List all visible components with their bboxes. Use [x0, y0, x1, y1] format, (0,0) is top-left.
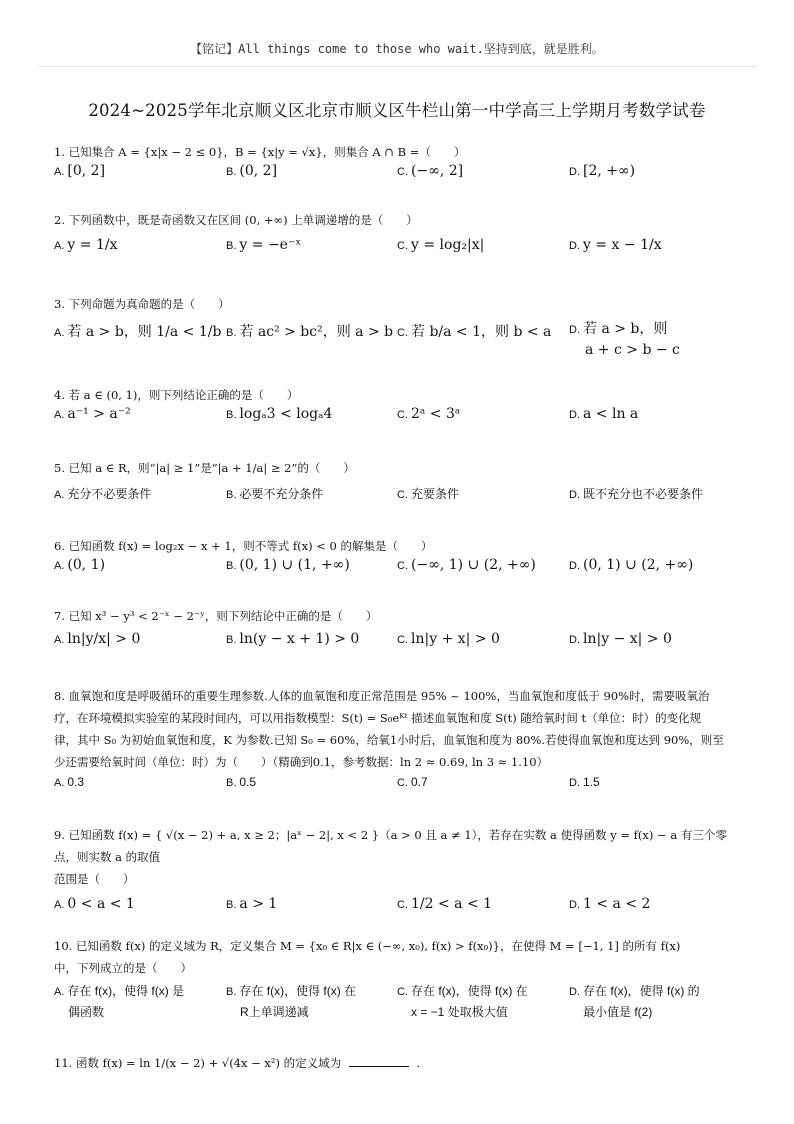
- option-a[interactable]: A. y = 1/x: [54, 237, 118, 253]
- option-d[interactable]: D. a < ln a: [569, 406, 639, 422]
- option-a[interactable]: A. [0, 2]: [54, 163, 106, 179]
- option-a[interactable]: A. (0, 1): [54, 557, 106, 573]
- option-c[interactable]: C. y = log₂|x|: [397, 237, 485, 253]
- option-c[interactable]: C. 1/2 < a < 1: [397, 896, 493, 912]
- option-b[interactable]: B. (0, 2]: [226, 163, 278, 179]
- question-1: [54, 141, 744, 193]
- option-b[interactable]: B. a > 1: [226, 896, 278, 912]
- question-4: [54, 384, 744, 436]
- option-a[interactable]: A. 若 a > b，则 1/a < 1/b: [54, 324, 222, 340]
- option-d[interactable]: D. (0, 1) ∪ (2, +∞): [569, 557, 694, 573]
- question-stem-line-2: 中，下列成立的是（ ）: [54, 961, 192, 975]
- option-a[interactable]: A. ln|y/x| > 0: [54, 631, 141, 647]
- option-a[interactable]: A. 充分不必要条件: [54, 487, 152, 501]
- option-b[interactable]: B. 若 ac² > bc²，则 a > b: [226, 324, 394, 340]
- option-c[interactable]: C. ln|y + x| > 0: [397, 631, 500, 647]
- question-stem: 2. 下列函数中，既是奇函数又在区间 (0, +∞) 上单调递增的是（ ）: [54, 213, 418, 227]
- option-b[interactable]: B. ln(y − x + 1) > 0: [226, 631, 360, 647]
- question-7: [54, 605, 744, 661]
- question-11: [54, 1052, 744, 1074]
- header-divider: [38, 66, 756, 67]
- question-5: [54, 457, 744, 515]
- question-stem-line-4: 少还需要给氧时间（单位：时）为（ ）（精确到0.1，参考数据：ln 2 ≈ 0.69, ln 3 ≈ 1.10）: [54, 755, 549, 769]
- option-c[interactable]: C. 0.7: [397, 775, 428, 789]
- option-b[interactable]: B. (0, 1) ∪ (1, +∞): [226, 557, 350, 573]
- exam-title: 2024~2025学年北京顺义区北京市顺义区牛栏山第一中学高三上学期月考数学试卷: [88, 101, 706, 120]
- question-stem-line-2: 疗，在环境模拟实验室的某段时间内，可以用指数模型：S(t) = S₀eᴷᵗ 描述血氧饱和度 S(t) 随给氧时间 t（单位：时）的变化规: [54, 711, 702, 725]
- question-stem-line-3: 律，其中 S₀ 为初始血氧饱和度，K 为参数.已知 S₀ = 60%，给氧1小时后，血氧饱和度为 80%.若使得血氧饱和度达到 90%，则至: [54, 733, 724, 747]
- option-c[interactable]: C. 充要条件: [397, 487, 460, 501]
- question-stem: 4. 若 a ∈ (0, 1)，则下列结论正确的是（ ）: [54, 388, 299, 402]
- option-b[interactable]: B. 0.5: [226, 775, 257, 789]
- option-d[interactable]: D. 既不充分也不必要条件: [569, 487, 704, 501]
- option-d[interactable]: D. 1.5: [569, 775, 600, 789]
- option-d[interactable]: D. 1 < a < 2: [569, 896, 651, 912]
- option-c[interactable]: C. (−∞, 1) ∪ (2, +∞): [397, 557, 536, 573]
- question-stem-line-1: 8. 血氧饱和度是呼吸循环的重要生理参数.人体的血氧饱和度正常范围是 95% ~ 100%，当血氧饱和度低于 90%时，需要吸氧治: [54, 689, 710, 703]
- motto-banner: 【铭记】All things come to those who wait.坚持到底，就是胜利。: [190, 42, 604, 56]
- option-d[interactable]: D. 若 a > b，则 a + c > b − c: [569, 321, 680, 358]
- option-a[interactable]: A. 0 < a < 1: [54, 896, 135, 912]
- option-d[interactable]: D. ln|y − x| > 0: [569, 631, 672, 647]
- option-b[interactable]: B. logₐ3 < logₐ4: [226, 406, 333, 422]
- option-a[interactable]: A. a⁻¹ > a⁻²: [54, 406, 131, 422]
- question-stem: 3. 下列命题为真命题的是（ ）: [54, 297, 230, 311]
- question-6: [54, 535, 744, 587]
- question-tail: .: [416, 1056, 421, 1070]
- option-b[interactable]: B. 存在 f(x)，使得 f(x) 在 R上单调递减: [226, 984, 357, 1019]
- option-d[interactable]: D. [2, +∞): [569, 163, 636, 179]
- question-stem: 5. 已知 a ∈ R，则“|a| ≥ 1”是“|a + 1/a| ≥ 2”的（ ）: [54, 461, 355, 475]
- question-stem: 6. 已知函数 f(x) = log₂x − x + 1，则不等式 f(x) < 0 的解集是（ ）: [54, 539, 433, 553]
- question-stem-line-1: 9. 已知函数 f(x) = { √(x − 2) + a, x ≥ 2；|aˣ − 2|, x < 2 }（a > 0 且 a ≠ 1），若存在实数 a 使得函数 y = f(x) − a 有三个零点，则实数 a 的取值: [54, 828, 727, 864]
- question-stem: 11. 函数 f(x) = ln 1/(x − 2) + √(4x − x²) 的定义域为: [54, 1056, 342, 1070]
- option-c[interactable]: C. 存在 f(x)，使得 f(x) 在 x = −1 处取极大值: [397, 984, 528, 1019]
- question-stem-line-1: 10. 已知函数 f(x) 的定义域为 R，定义集合 M = {x₀ ∈ R|x ∈ (−∞, x₀), f(x) > f(x₀)}，在使得 M = [−1, 1] 的所有 f(x): [54, 939, 681, 953]
- question-stem-line-2: 范围是（ ）: [54, 872, 135, 886]
- option-d[interactable]: D. 存在 f(x)，使得 f(x) 的 最小值是 f(2): [569, 984, 700, 1019]
- option-a[interactable]: A. 0.3: [54, 775, 85, 789]
- option-b[interactable]: B. y = −e⁻ˣ: [226, 237, 302, 253]
- option-d[interactable]: D. y = x − 1/x: [569, 237, 662, 253]
- question-stem: 1. 已知集合 A = {x|x − 2 ≤ 0}，B = {x|y = √x}，则集合 A ∩ B =（ ）: [54, 145, 466, 159]
- option-c[interactable]: C. (−∞, 2]: [397, 163, 464, 179]
- question-9: [54, 824, 744, 926]
- option-a[interactable]: A. 存在 f(x)，使得 f(x) 是 偶函数: [54, 984, 185, 1019]
- option-c[interactable]: C. 2ᵃ < 3ᵃ: [397, 406, 461, 422]
- option-b[interactable]: B. 必要不充分条件: [226, 487, 324, 501]
- option-c[interactable]: C. 若 b/a < 1，则 b < a: [397, 324, 552, 340]
- question-8: [54, 685, 744, 805]
- question-10: [54, 935, 744, 1025]
- question-2: [54, 209, 744, 271]
- question-stem: 7. 已知 x³ − y³ < 2⁻ˣ − 2⁻ʸ，则下列结论中正确的是（ ）: [54, 609, 378, 623]
- answer-blank[interactable]: [349, 1066, 409, 1067]
- question-3: [54, 293, 744, 361]
